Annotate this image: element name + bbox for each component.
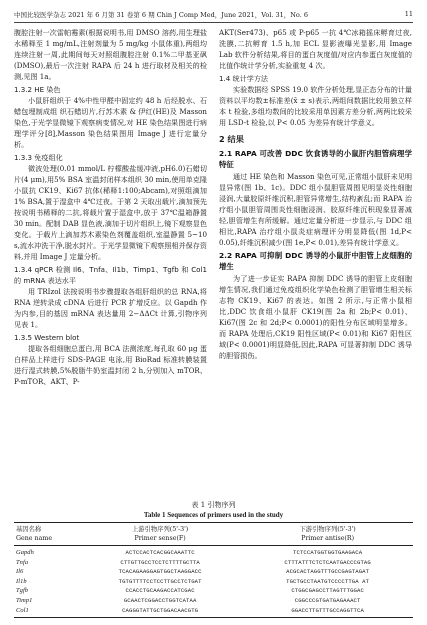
table-caption-en: Table 1 Sequences of primers used in the study [143, 511, 284, 519]
journal-header-text: 中国比较医学杂志 2021 年 6 月第 31 卷第 6 期 Chin J Comp Med，June 2021，Vol. 31，No. 6 [14, 10, 308, 19]
header-forward-cn: 上游引物序列(5'-3') [78, 523, 242, 535]
table-row [14, 577, 413, 587]
paragraph: AKT(Ser473)、p65 或 P-p65 一抗 4℃冰箱摇床孵育过夜,洗膜,二抗孵育 1.5 h,加 ECL 显影液曝光显影,用 Image Lab 软件分析结果,将目的蛋白灰度值/对应内参蛋白灰度值的比值作统计学分析,实验重复 4 次。 [219, 28, 412, 70]
header-gene-en: Gene name [14, 534, 78, 546]
table-caption-cn: 表 1 引物序列 [191, 501, 236, 509]
results-heading: 2.1 RAPA 可改善 DDC 饮食诱导的小鼠肝内胆管病理学特征 [219, 149, 412, 169]
forward-primer: CTTGTTGCCTCCTCTTTTGCTTA [120, 558, 200, 566]
forward-primer: TCACAGAAGGAGTGGCTAAGGACC [118, 568, 202, 576]
gene-name: Il6 [16, 568, 24, 576]
header-rule [14, 22, 413, 23]
right-column [219, 27, 412, 361]
reverse-primer: ACGCACTAGGTTTGCCGAGTAGAT [286, 568, 370, 576]
subsection-heading: 1.3.2 HE 染色 [14, 85, 61, 94]
table-row [14, 596, 413, 606]
gene-name: Il1b [16, 577, 27, 585]
gene-name: Timp1 [16, 596, 33, 604]
gene-name: Tgfb [16, 587, 29, 595]
subsection-heading: 1.3.5 Western blot [14, 333, 80, 342]
header-gene-cn: 基因名称 [14, 523, 78, 535]
table-row [14, 606, 413, 618]
forward-primer: GCAACTCGGACCTGGTCATAA [123, 596, 197, 604]
forward-primer: ACTCCACTCACGGCAAATTC [125, 549, 195, 556]
paragraph: 微波处理(0.01 mmol/L 柠檬酸盐缓冲液,pH6.0)石蜡切片(4 μm),用5% BSA 室温封闭样本组织 30 min,使用单克隆小鼠抗 CK19、Ki67 抗体(稀释1:100;Abcam),对照组滴加 1% BSA,置于湿盒中 4℃过夜。于第 2 天取出载片,滴加预先按说明书稀释的二抗,将载片置于湿盒中,放于 37℃温箱静置 30 min。配制 DAB 显色液,滴加于切片组织上,镜下观察显色变化。于载片上滴加苏木素染色剂覆盖组织,室温静置 5~10 s,流水冲洗干净,脱水封片。于光学显微镜下观察照相并保存资料,并用 Image J 定量分析。 [14, 164, 207, 261]
table-caption [14, 500, 413, 520]
paragraph: 腹腔注射一次雷帕霉素(根据说明书,用 DMSO 溶药,用生理盐水稀释至 1 mg/mL,注射剂量为 5 mg/kg 小鼠体重),两组均连续注射一周,此期间每天对照组腹腔注射 0.1%二甲基亚砜(DMSO),最后一次注射 RAPA 后 24 h 进行取材及相关的检测,见图 1a。 [14, 28, 207, 81]
primer-table [14, 522, 413, 618]
forward-primer: TGTGTTTTCCTCCTTGCCTCTGAT [118, 577, 202, 585]
page-number: 11 [404, 10, 413, 18]
subsection-heading: 1.3.4 qPCR 检测 Il6、Tnfa、Il1b、Timp1、Tgfb 和 Col1 的 mRNA 表达水平 [14, 265, 207, 285]
table-row [14, 586, 413, 596]
reverse-primer: GGACCTTGTTTGCCAGGTTCA [242, 606, 413, 618]
reverse-primer: CTGGCGAGCCTTAGTTTGGAC [291, 587, 364, 595]
left-column [14, 27, 207, 387]
subsection-heading: 1.4 统计学方法 [219, 74, 269, 83]
paragraph: 提取各组细胞总蛋白,用 BCA 法测浓度,每孔取 60 μg 蛋白样品上样进行 SDS-PAGE 电泳,用 BioRad 标准转膜装置进行湿式转膜,5%脱脂牛奶室温封闭 2 h,分别加入 mTOR、P-mTOR、AKT、P- [14, 344, 207, 386]
paragraph: 通过 HE 染色和 Masson 染色可见,正常组小鼠肝未见明显异常(图 1b、1c)。DDC 组小鼠胆管周围见明显炎性细胞浸润,大量胶原纤维沉积,胆管异常增生,结构紊乱;而 RAPA 治疗组小鼠胆管周围炎性细胞浸润、胶原纤维沉积现象显著减轻,胆管增生有所缓解。通过定量分析进一步显示,与 DDC 组相比,RAPA 治疗组小鼠炎症病理评分明显降低(图 1d,P< 0.05),纤维沉积减少(图 1e,P< 0.01),差异有统计学意义。 [219, 172, 412, 247]
header-reverse-cn: 下游引物序列(5'-3') [242, 523, 413, 535]
paragraph: 为了进一步证实 RAPA 抑制 DDC 诱导的胆管上皮细胞增生情况,我们通过免疫组织化学染色检测了胆管增生相关标志物 CK19、Ki67 的表达。如图 2 所示,与正常小鼠相比,DDC 饮食组小鼠肝 CK19(图 2a 和 2b;P< 0.01)、Ki67(图 2c 和 2d;P< 0.0001)的阳性分布区域明显增多。而 RAPA 处理后,CK19 阳性区域(P< 0.01)和 Ki67 阳性区域(P< 0.0001)明显降低,因此,RAPA 可显著抑制 DDC 诱导的胆管损伤。 [219, 274, 412, 360]
forward-primer: CAGGGTATTGCTGGACAACGTG [78, 606, 242, 618]
table-row [14, 558, 413, 568]
gene-name: Gapdh [16, 549, 34, 556]
header-reverse-en: Primer antise(R) [242, 534, 413, 546]
section-heading: 2 结果 [219, 134, 244, 144]
reverse-primer: CTTTATTTCTCTCAATGACCCGTAG [284, 558, 371, 566]
table-row [14, 567, 413, 577]
reverse-primer: CGGCCCGTGATGAGAAACT [294, 596, 361, 604]
paragraph: 小鼠肝组织于 4%中性甲醛中固定约 48 h 后经脱水、石蜡包埋制成组 织石蜡切片,行苏木素 & 伊红(HE)及 Masson 染色,于光学显微镜下观察病变情况,对 HE 染色结果图进行病理学评分[8],Masson 染色结果图用 Image J 进行定量分析。 [14, 96, 207, 149]
subsection-heading: 1.3.3 免疫组化 [14, 153, 63, 162]
running-header [14, 8, 413, 20]
forward-primer: CCACCTGCAAGACCATCGAC [125, 587, 195, 595]
paragraph: 实验数据经 SPSS 19.0 软件分析处理,显正态分布的计量资料以平均数±标准差(x̄ ± s)表示,两组间数据比较用独立样本 t 检验,多组均数间的比较采用单因素方差分析,两两比较采用 LSD-t 检验,以 P< 0.05 为差异有统计学意义。 [219, 85, 412, 127]
results-heading: 2.2 RAPA 可抑制 DDC 诱导的小鼠肝中胆管上皮细胞的增生 [219, 251, 412, 271]
table-row [14, 546, 413, 558]
reverse-primer: TCTCCATGGTGGTGAAGACA [293, 549, 363, 556]
gene-name: Tnfa [16, 558, 29, 566]
gene-name: Col1 [14, 606, 78, 618]
header-forward-en: Primer sense(F) [78, 534, 242, 546]
paragraph: 用 TRIzol 法按说明书步骤提取各组肝组织的总 RNA,将 RNA 逆转录成 cDNA 后进行 PCR 扩增反应。以 Gapdh 作为内参,目的基因 mRNA 表达量用 2−ΔΔCt 计算,引物序列见表 1。 [14, 287, 207, 329]
reverse-primer: TGCTGCCTAATGTCCCCTTGA AT [286, 577, 370, 585]
